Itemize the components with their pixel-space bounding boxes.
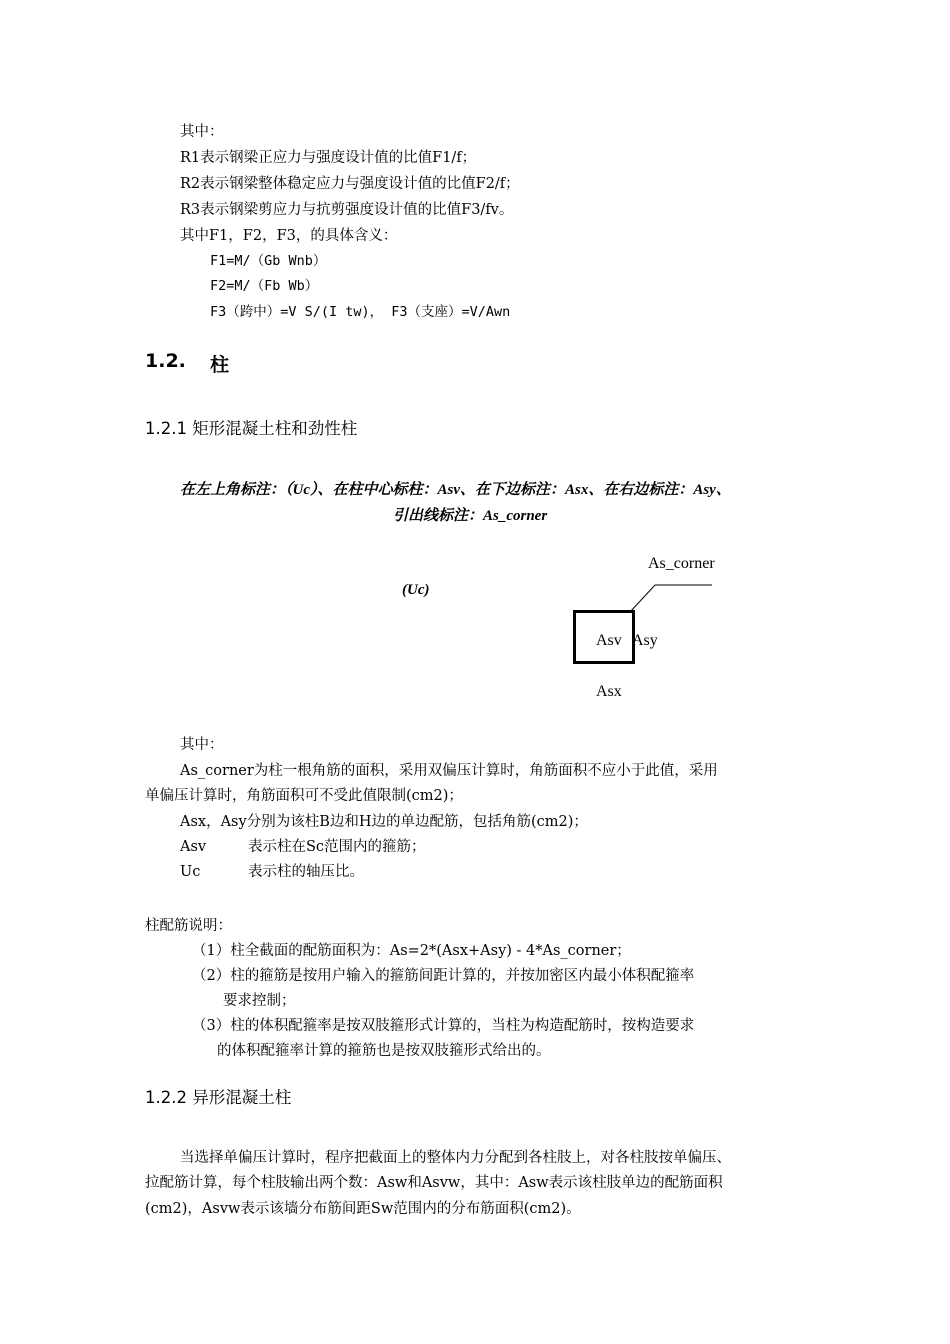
asy-label: Asy [632,632,658,649]
special-column-para-3: (cm2)，Asvw表示该墙分布筋间距Sw范围内的分布筋面积(cm2)。 [145,1201,581,1217]
where-label-2: 其中： [180,737,224,753]
section-title: 柱 [210,354,230,376]
asx-label: Asx [596,683,622,700]
special-column-para-1: 当选择单偏压计算时，程序把截面上的整体内力分配到各柱肢上，对各柱肢按单偏压、 [180,1150,731,1166]
leader-line [620,580,720,620]
annotation-note-line2: 引出线标注：As_corner [393,508,548,524]
where-label-1: 其中： [180,124,224,140]
f3-formula: F3（跨中）=V S/(I tw)， F3（支座）=V/Awn [210,304,511,320]
r2-definition: R2表示钢梁整体稳定应力与强度设计值的比值F2/f； [180,176,520,192]
r3-definition: R3表示钢梁剪应力与抗剪强度设计值的比值F3/fv。 [180,202,514,218]
rebar-note-3a: （3）柱的体积配箍率是按双肢箍形式计算的，当柱为构造配筋时，按构造要求 [192,1018,695,1034]
f1-formula: F1=M/（Gb Wnb） [210,253,327,269]
asv-label: Asv [596,632,622,649]
rebar-note-1: （1）柱全截面的配筋面积为：As=2*(Asx+Asy) - 4*As_corner； [192,943,631,959]
asv-definition: 表示柱在Sc范围内的箍筋； [248,839,426,855]
f2-formula: F2=M/（Fb Wb） [210,278,319,294]
subsection-heading-122: 1.2.2 异形混凝土柱 [145,1088,292,1107]
f-intro: 其中F1，F2，F3，的具体含义： [180,228,398,244]
section-number: 1.2. [145,350,186,372]
uc-label: (Uc) [402,582,430,598]
as-corner-label: As_corner [648,555,715,572]
rebar-note-2b: 要求控制； [223,993,296,1009]
rebar-note-2a: （2）柱的箍筋是按用户输入的箍筋间距计算的，并按加密区内最小体积配箍率 [192,968,695,984]
uc-definition: 表示柱的轴压比。 [248,864,364,880]
annotation-note-line1: 在左上角标注：（Uc）、在柱中心标柱：Asv、在下边标注：Asx、在右边标注：Asy、 [180,482,731,498]
rebar-note-3b: 的体积配箍率计算的箍筋也是按双肢箍形式给出的。 [217,1043,551,1059]
uc-term: Uc [180,864,201,880]
rebar-notes-title: 柱配筋说明： [145,918,232,934]
r1-definition: R1表示钢梁正应力与强度设计值的比值F1/f； [180,150,477,166]
special-column-para-2: 拉配筋计算，每个柱肢输出两个数：Asw和Asvw，其中：Asw表示该柱肢单边的配筋面积 [145,1175,723,1191]
as-corner-definition-2: 单偏压计算时，角筋面积可不受此值限制(cm2)； [145,788,463,804]
asx-asy-definition: Asx，Asy分别为该柱B边和H边的单边配筋，包括角筋(cm2)； [180,814,588,830]
as-corner-definition-1: As_corner为柱一根角筋的面积，采用双偏压计算时，角筋面积不应小于此值，采用 [180,763,718,779]
asv-term: Asv [180,839,207,855]
subsection-heading-121: 1.2.1 矩形混凝土柱和劲性柱 [145,419,358,438]
